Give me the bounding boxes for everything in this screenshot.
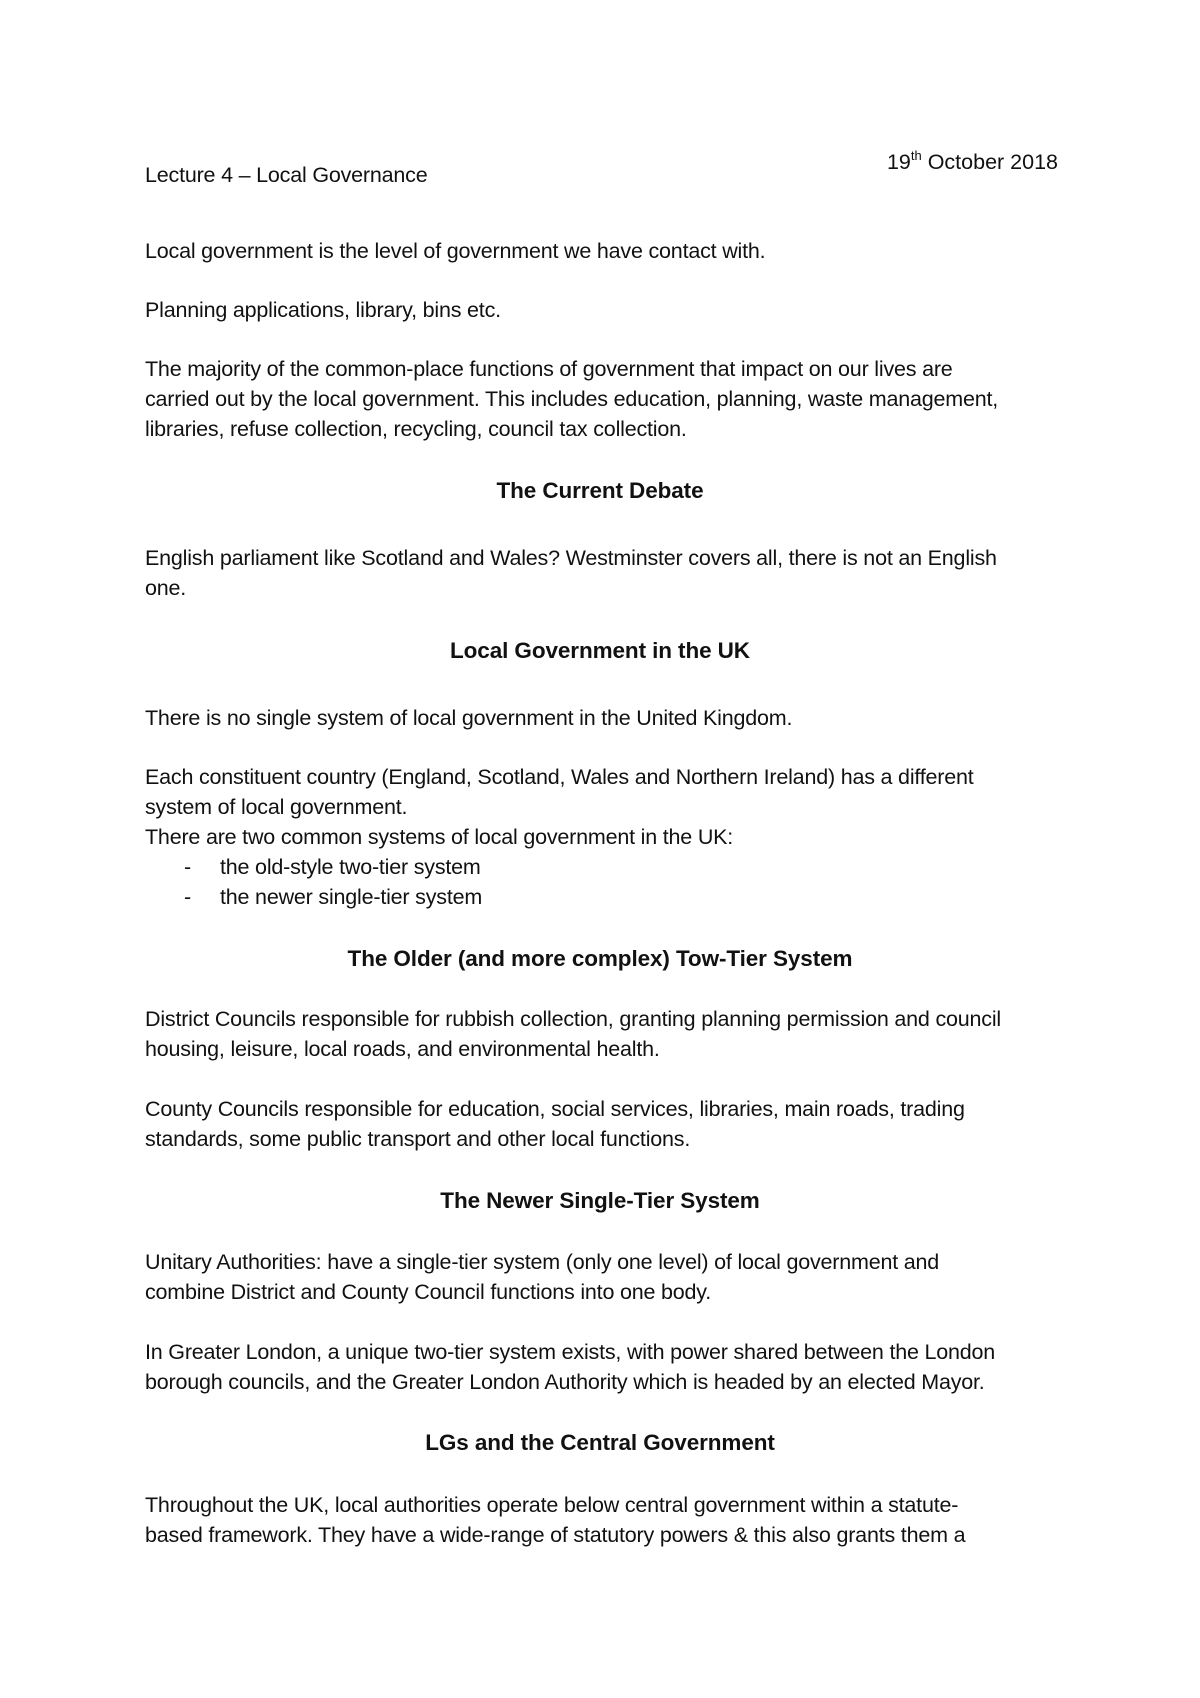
- intro-line: Local government is the level of government we have contact with.: [145, 239, 766, 263]
- local-gov-uk-line: There are two common systems of local government in the UK:: [145, 825, 734, 849]
- current-debate-line: one.: [145, 576, 187, 600]
- section-heading-local-gov-uk: Local Government in the UK: [450, 638, 750, 663]
- single-tier-line: borough councils, and the Greater London Authority which is headed by an elected Mayor.: [145, 1370, 985, 1394]
- section-heading-two-tier: The Older (and more complex) Tow-Tier System: [347, 946, 853, 971]
- two-tier-line: housing, leisure, local roads, and environmental health.: [145, 1037, 660, 1061]
- single-tier-line: In Greater London, a unique two-tier system exists, with power shared between the London: [145, 1340, 996, 1364]
- central-gov-line: based framework. They have a wide-range of statutory powers & this also grants them a: [145, 1523, 966, 1547]
- two-tier-line: District Councils responsible for rubbish collection, granting planning permission and council: [145, 1007, 1001, 1031]
- single-tier-line: Unitary Authorities: have a single-tier system (only one level) of local government and: [145, 1250, 940, 1274]
- section-heading-single-tier: The Newer Single-Tier System: [440, 1188, 760, 1213]
- list-item: the old-style two-tier system: [220, 855, 481, 879]
- central-gov-line: Throughout the UK, local authorities operate below central government within a statute-: [145, 1493, 959, 1517]
- bullet-marker: -: [184, 855, 192, 879]
- date-month-year: October 2018: [921, 150, 1058, 174]
- document-date: [887, 147, 1058, 180]
- lecture-title: Lecture 4 – Local Governance: [145, 163, 428, 187]
- date-ordinal-suffix: th: [910, 148, 922, 163]
- section-heading-central-gov: LGs and the Central Government: [425, 1430, 775, 1455]
- two-tier-line: County Councils responsible for education, social services, libraries, main roads, trading: [145, 1097, 965, 1121]
- functions-paragraph-line: libraries, refuse collection, recycling, council tax collection.: [145, 417, 687, 441]
- single-tier-line: combine District and County Council functions into one body.: [145, 1280, 712, 1304]
- bullet-marker: -: [184, 885, 192, 909]
- intro-line: Planning applications, library, bins etc.: [145, 298, 501, 322]
- current-debate-line: English parliament like Scotland and Wales? Westminster covers all, there is not an English: [145, 546, 997, 570]
- section-heading-current-debate: The Current Debate: [496, 478, 704, 503]
- date-day: 19: [886, 150, 911, 174]
- functions-paragraph-line: carried out by the local government. This includes education, planning, waste management,: [145, 387, 999, 411]
- list-item: the newer single-tier system: [220, 885, 483, 909]
- functions-paragraph-line: The majority of the common-place functions of government that impact on our lives are: [145, 357, 953, 381]
- local-gov-uk-line: system of local government.: [145, 795, 408, 819]
- two-tier-line: standards, some public transport and other local functions.: [145, 1127, 691, 1151]
- local-gov-uk-line: There is no single system of local government in the United Kingdom.: [145, 706, 793, 730]
- local-gov-uk-line: Each constituent country (England, Scotland, Wales and Northern Ireland) has a different: [145, 765, 974, 789]
